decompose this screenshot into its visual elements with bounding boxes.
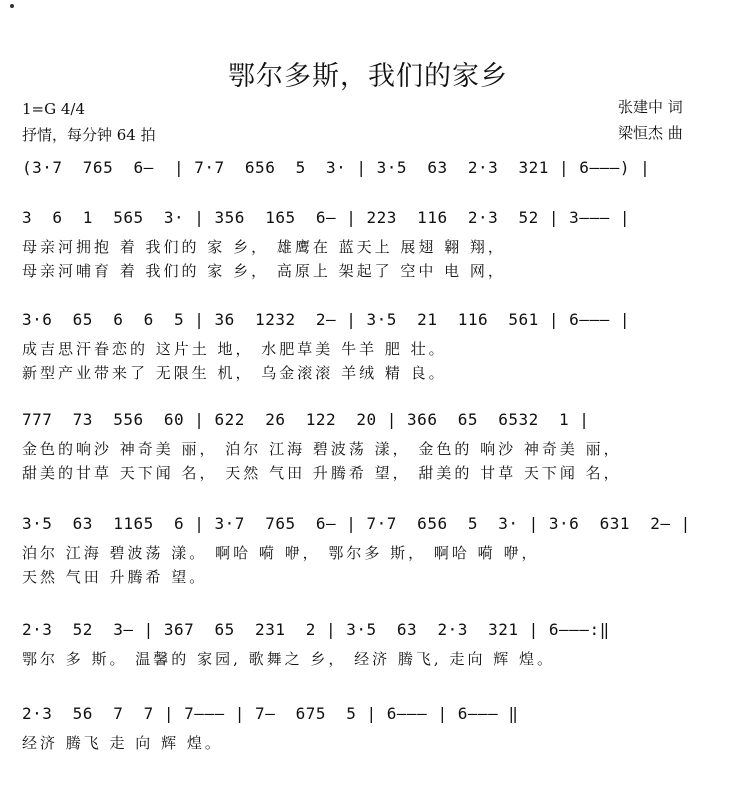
lyric-verse-2: 新型产业带来了 无限生 机， 乌金滚滚 羊绒 精 良。 xyxy=(22,364,447,382)
notation-line: 3·6 65 6 6 5 | 36 1232 2— | 3·5 21 116 561 | 6——— | xyxy=(22,310,630,329)
lyric-verse-1: 鄂尔 多 斯。 温馨的 家园, 歌舞之 乡， 经济 腾飞, 走向 辉 煌。 xyxy=(22,650,555,668)
composer-credit: 梁恒杰 曲 xyxy=(618,124,683,142)
notation-line: 777 73 556 60 | 622 26 122 20 | 366 65 6532 1 | xyxy=(22,410,590,429)
notation-line: 2·3 52 3— | 367 65 231 2 | 3·5 63 2·3 321 | 6———:‖ xyxy=(22,620,610,639)
score-info-left xyxy=(22,96,156,148)
lyric-verse-2: 甜美的甘草 天下闻 名， 天然 气田 升腾希 望， 甜美的 甘草 天下闻 名， xyxy=(22,464,622,482)
lyric-verse-2: 天然 气田 升腾希 望。 xyxy=(22,568,208,586)
credits xyxy=(618,94,683,146)
notation-line: 3 6 1 565 3· | 356 165 6— | 223 116 2·3 52 | 3——— | xyxy=(22,208,630,227)
lyric-verse-1: 金色的响沙 神奇美 丽， 泊尔 江海 碧波荡 漾， 金色的 响沙 神奇美 丽， xyxy=(22,440,622,458)
scan-mark xyxy=(10,4,14,8)
lyric-verse-1: 成吉思汗眷恋的 这片土 地， 水肥草美 牛羊 肥 壮。 xyxy=(22,340,447,358)
notation-line: 3·5 63 1165 6 | 3·7 765 6— | 7·7 656 5 3· | 3·6 631 2— | xyxy=(22,514,691,533)
lyricist-credit: 张建中 词 xyxy=(618,98,683,116)
key-time-signature: 1=G 4/4 xyxy=(22,100,86,118)
lyric-verse-1: 泊尔 江海 碧波荡 漾。 啊哈 嗬 咿， 鄂尔多 斯， 啊哈 嗬 咿， xyxy=(22,544,540,562)
notation-line: (3·7 765 6— | 7·7 656 5 3· | 3·5 63 2·3 321 | 6———) | xyxy=(22,158,651,177)
tempo-marking: 抒情，每分钟 64 拍 xyxy=(22,126,156,144)
song-title: 鄂尔多斯，我们的家乡 xyxy=(228,61,508,92)
lyric-verse-2: 母亲河哺育 着 我们的 家 乡， 高原上 架起了 空中 电 网， xyxy=(22,262,506,280)
lyric-verse-1: 母亲河拥抱 着 我们的 家 乡， 雄鹰在 蓝天上 展翅 翱 翔， xyxy=(22,238,506,256)
lyric-verse-1: 经济 腾飞 走 向 辉 煌。 xyxy=(22,734,223,752)
notation-line: 2·3 56 7 7 | 7——— | 7— 675 5 | 6——— | 6——— ‖ xyxy=(22,704,519,723)
